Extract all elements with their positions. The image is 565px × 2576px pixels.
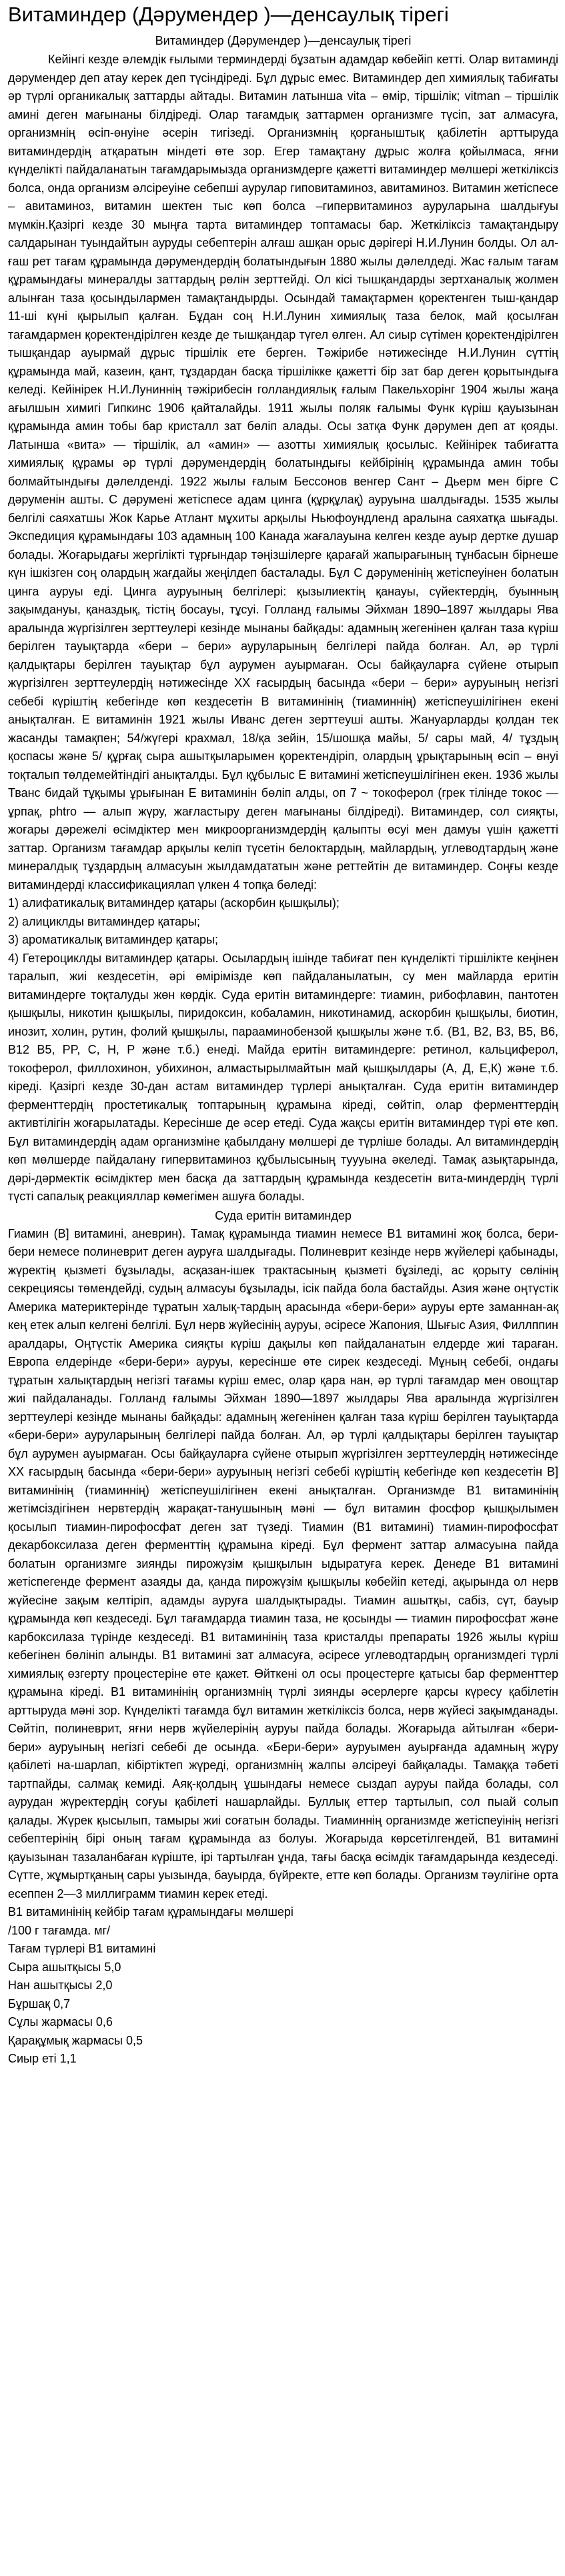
group-item-3: 3) ароматикалық витаминдер қатары; [8,933,218,946]
table-unit: /100 г тағамда. мг/ [8,1923,111,1937]
table-row: Нан ашытқысы 2,0 [8,1979,113,1992]
table-row: Сыра ашытқысы 5,0 [8,1960,121,1974]
table-row: Қарақұмық жармасы 0,5 [8,2033,143,2047]
table-row: Сиыр еті 1,1 [8,2052,77,2065]
group-item-1: 1) алифатикалық витаминдер қатары (аскорбин қышқылы); [8,896,340,910]
table-caption: В1 витаминінің кейбір тағам құрамындағы мөлшері [8,1905,294,1918]
document-subtitle: Витаминдер (Дәрумендер )—денсаулық тірегі [155,34,412,47]
group-item-4: 4) Гетероциклды витаминдер қатары. Осылардың ішінде табиғат пен күнделікті тіршілікте кеңінен таралып, жиі кездесетін, әрі өмірімізде көп пайдаланылатын, су мен майларда еритін витаминдерге тоқталуды жөн көрдік. Суда еритін витаминдерге: тиамин, рибофлавин, пантотен қышқылы, никотин қышқылы, пиридоксин, кобаламин, никотинамид, аскорбин қышқылы, биотин, инозит, холин, рутин, фолий қышқылы, парааминобензой қышқылы және т.б. (B1, B2, B3, B5, B6, B12 B5, PP, C, H, P және т.б.) енеді. Майда еритін витаминдерге: ретинол, кальциферол, токоферол, филлохинон, убихинон, алмастырылмайтын май қышқылдары (А, Д, Е,К) және т.б. кіреді. Қазіргі кезде 30-дан астам витаминдер түрлері анықталған. Суда еритін витаминдер ферменттердің простетикалық топтарының құрамына кіреді, сөйтіп, олар ферменттердің активтілігін жоғарылатады. Кересінше де әсер етеді. Суда жақсы еритін витаминдер түрі өте көп. Бұл витаминдердің адам организміне қабылдану мөлшері де түрліше болады. Ал витаминдердің көп мөлшерде пайдалану гипервитаминоз құбылысының туууына әкеледі. Тамақ азықтарында, дәрі-дәрмектік өсімдіктер мен басқа да заттардың құрамында кездесетін вита-миндердің түрлі түсті сапалық реакцияллар көмегімен ашуға болады. [8,951,558,1203]
table-header: Тағам түрлері В1 витамині [8,1942,156,1955]
document-title: Витаминдер (Дәрумендер )—денсаулық тірегі [8,3,449,26]
section-paragraph: Гиамин (В] витамині, аневрин). Тамақ құрамында тиамин немесе В1 витамині жоқ болса, бери-бери немесе полиневрит деген ауруға шалдығады. Полиневрит кезінде нерв жүйелері қабынады, жүректің қызметі бұзылады, асқазан-ішек трактасының қызметі бұзіледі, ас қорыту сөлінің секрециясы төмендейді, судың алмасуы бұзылады, ісік пайда бола бастайды. Азия және оңтүстік Америка материктерінде тұратын халық-тардың арасында «бери-бери» ауруы ерте заманнан-ақ кең етек алып келгені белгілі. Бұл нерв жүйесінің ауруы, әсіресе Жапония, Шығыс Азия, Филлппин аралдары, Оңтүстік Америка сияқты күріш дақылы көп пайдаланатын елдерде жиі тараған. Европа елдерінде «бери-бери» ауруы, кересінше өте сирек кездеседі. Мұның себебі, ондағы тұратын халықтардың негізгі тағамы күріш емес, олар қара нан, әр түрлі тағамдар мен овощтар жиі пайдаланады. Голланд ғалымы Эйхман 1890—1897 жылдары Ява аралында жүргізілген зерттеулері кезінде мынаны байқады: адамның жегенінен қалған таза күріш берілген тауықтарда «бери-бери» ауруларының белгілері пайда болған. Ал, әр түрлі қалдықтары берілген тауықтар бұл аурумен ауырмаған. Осы байқауларға сүйене отырып жүргізілген зерттеулердің нәтижесінде XX ғасырдың басында «бери-бери» ауруының негізгі себебі күріштің кебегінде көп кездесетін В] витаминінің (тиаминнің) жетіспеушілігінен екені анықталған. Организмде В1 витаминінің жетімсіздігінен нервтердің жарақат-танушының мәні — бұл витамин фосфор қышқылымен қосылып тиамин-пирофосфат деген зат түзеді. Тиамин (В1 витамині) тиамин-пирофосфат декарбоксилаза деген ферменттің құрамына кіреді. Бұл фермент заттар алмасуына пайда болатын организмге зиянды пирожүзім қышқылын ыдыратуға керек. Денеде В1 витамині жетіспегенде фермент азаяды да, қанда пирожүзім қышқылы көбейіп кетеді, ақырында ол нерв жүйесіне зақым келтіріп, адамды ауруға шалдықтырады. Тиамин ашытқы, сабіз, сүт, бауыр құрамында көп кездеседі. Бұл тағамдарда тиамин таза, не қосынды — тиамин пирофосфат және карбоксилаза түрінде кездеседі. В1 витаминінің таза кристалды препараты 1926 жылы күріш кебегінен бөлініп алынды. В1 витамині зат алмасуға, әсіресе углеводтардың организмдегі түрлі химиялық өзгерту процестеріне өте қажет. Өйткені ол осы процестерге қатысы бар ферменттер құрамына кіреді. В1 витаминінің организмнің түрлі зиянды әсерлерге қарсы күресу қабілетін арттыруда мәні зор. Күнделікті тағамда бұл витамин жеткіліксіз болса, нерв жүйесі зақымданады. Сөйтіп, полиневрит, яғни нерв жүйелерінің ауруы пайда болады. Жоғарыда айтылған «бери-бери» ауруының негізгі себебі де осында. «Бери-бери» ауруымен ауырғанда адамның жүру қабілеті на-шарлап, кібіртіктеп жүреді, организмнің жалпы әлсіреуі байқалады. Тамаққа тәбеті тартпайды, салмақ кемиді. Аяқ-қолдың ұшындағы немесе сыздап ауруы пайда болады, сол аурудан жүректердің соғуы қабілеті нашарлайды. Буллық еттер тартылып, сол пыай солып қалады. Жүрек қысылып, тамыры жиі соғатын болады. Тиаминнің организмде жетіспеуінің негізгі себептерінің бірі оның тағам құрамында аз болуы. Жоғарыда көрсетілгендей, В1 витамині қауызынан тазаланбаған күріште, ірі тартылған ұнда, тағы басқа өсімдік тағамдарында кездеседі. Сүтте, жұмыртқаның сары уызында, бауырда, бүйректе, етте көп болады. Организм тәулігіне орта есеппен 2—3 миллиграмм тиамин керек етеді. [8,1226,558,1900]
group-item-2: 2) алициклды витаминдер қатары; [8,914,201,928]
intro-paragraph: Кейінгі кезде әлемдік ғылыми терминдерді бұзатын адамдар көбейіп кетті. Олар витаминді дәрумендер деп атау керек деп түсіндіреді. Бұл дұрыс емес. Витаминдер деп химиялық табиғаты әр түрлі органикалық заттарды айтады. Витамин латынша vita – өмір, тіршілік; vitman – тіршілік амині деген мағынаны білдіреді. Олар тағамдық заттармен организмге түсіп, зат алмасуға, организмнің өсіп-өнуіне әсерін тигізеді. Организмнің қорғаныштық қабілетін арттыруда витаминдердің атқаратын міндеті өте зор. Егер тамақтану дұрыс жолға қойылмаса, яғни күнделікті пайдаланатын тағамдарымызда организмдерге қажетті витаминдер мөлшері жеткіліксіз болса, онда организм әлсіреуіне себепші аурулар гиповитаминоз, авитаминоз. Витамин жетіспесе – авитаминоз, витамин шектен тыс көп болса –гипервитаминоз ауруларына шалдығуы мүмкін.Қазіргі кезде 30 мыңға тарта витаминдер топтамасы бар. Жеткіліксіз тамақтандыру салдарынан туындайтын ауруды себептерін алғаш ашқан орыс дәрігері Н.И.Лунин болды. Ол ал-ғаш рет тағам құрамында дәрумендердің болатындығын 1880 жылы дәлелдеді. Жас ғалым тағам құрамындағы минералды заттардың рөлін зерттейді. Ол кісі тышқандарды зертханалық жолмен алынған таза қосындылармен тамақтандырды. Осындай тамақтармен қоректенген тыш-қандар 11-ші күні қырылып қалған. Бұдан соң Н.И.Лунин химиялық таза белок, май қосылған тағамдармен қоректендірілген кезде де тышқандар түгел өлген. Ал сиыр сүтімен қоректендірілген тышқандар ауырмай дұрыс тіршілік ете берген. Тәжірибе нәтижесінде Н.И.Лунин сүттің құрамында май, казеин, қант, тұздардан басқа тіршілікке қажетті бір зат бар деген қорытындыға келеді. Кейінірек Н.И.Луниннің тәжірибесін голландиялық ғалым Пакельхорінг 1904 жылы жаңа ағылшын химигі Гипкинс 1906 қайталайды. 1911 жылы поляк ғалымы Функ күріш қауызынан құрамында амин тобы бар кристалл зат бөліп алады. Осы затқа Функ дәрумен деп ат қояды. Латынша «вита» — тіршілік, ал «амин» — азотты химиялық қосылыс. Кейінірек табиғатта химиялық құрамы әр түрлі дәрумендердің болатындығы кейбірінің құрамында амин тобы болмайтындығы дәлелденді. 1922 жылы ғалым Бессонов венгер Сант – Дьерм мен бірге С дәруменін ашты. С дәрумені жетіспесе адам цинга (құрқұлақ) ауруына шалдығады. 1535 жылы белгілі саяхатшы Жок Карье Атлант мұхиты арқылы Ньюфоундленд аралына саяхатқа шығады. Экспедиция құрамындағы 103 адамның 100 Канада жағалауына келген кезде ауыр дертке душар болады. Жоғарыдағы жергілікті тұрғындар тәңізшілерге қарағай жапырағының тұнбасын бірнеше күн ішкізген соң олардың жағдайы жеңілдеп басталады. Бұл С дәруменінің жетіспеуінен болатын цинга ауруы еді. Цинга ауруының белгілері: қызылиектің қанауы, сүйектердің, буынның зақымдануы, қаназдық, тістің босауы, тұсуі. Голланд ғалымы Эйхман 1890–1897 жылдары Ява аралында жүргізілген зерттеулері кезінде мынаны байқады: адамның жегенінен қалған таза күріш берілген тауықтарда «бери – бери» ауруларының белгілері пайда болған. Ал, әр түрлі қалдықтары берілген тауықтар бұл аурумен ауырмаған. Осы байқауларға сүйене отырып жүргізілген зерттеулердің нәтижесінде XX ғасырдың басында «бери – бери» ауруының негізгі себебі күріштің кебегінде көп кездесетін В витаминінің (тиаминнің) жетіспеушілігінен екені анықталған. Е витаминін 1921 жылы Иванс деген зерттеуші ашты. Жануарларды қолдан тек жасанды тамақпен; 54/жүгері крахмал, 18/қа зейін, 15/шошқа майы, 5/ сары май, 4/ тұздың қоспасы және 5/ құрғақ сыра ашытқыларымен қоректендіріп, олардың ұрықтарының өсіп – өнуі тоқталып төлдемейтіндігі анықталды. Бұл құбылыс Е витамині жетіспеушілігінен екен. 1936 жылы Тванс бидай тұқымы ұрығынан Е витаминін бөліп алды, оп 7 ~ токоферол (грек тілінде токос — ұрпақ, phtro — алып жүру, жағластыру деген мағынаны білдіреді). Витаминдер, сол сияқты, жоғары дәрежелі өсімдіктер мен микроорганизмдердің қалыпты өсуі мен дамуы үшін қажетті заттар. Организм тағамдар арқылы келіп түсетін белоктардың, майлардың, углеводтардың және минералдық тұздардың алмасуын жылдамдататын және реттейтін де витаминдер. Соңғы кезде витаминдерді классификациялап үлкен 4 топқа бөледі: [8,53,558,892]
table-row: Бұршақ 0,7 [8,1997,71,2011]
section-title: Суда еритін витаминдер [215,1208,352,1222]
table-row: Сұлы жармасы 0,6 [8,2015,113,2029]
